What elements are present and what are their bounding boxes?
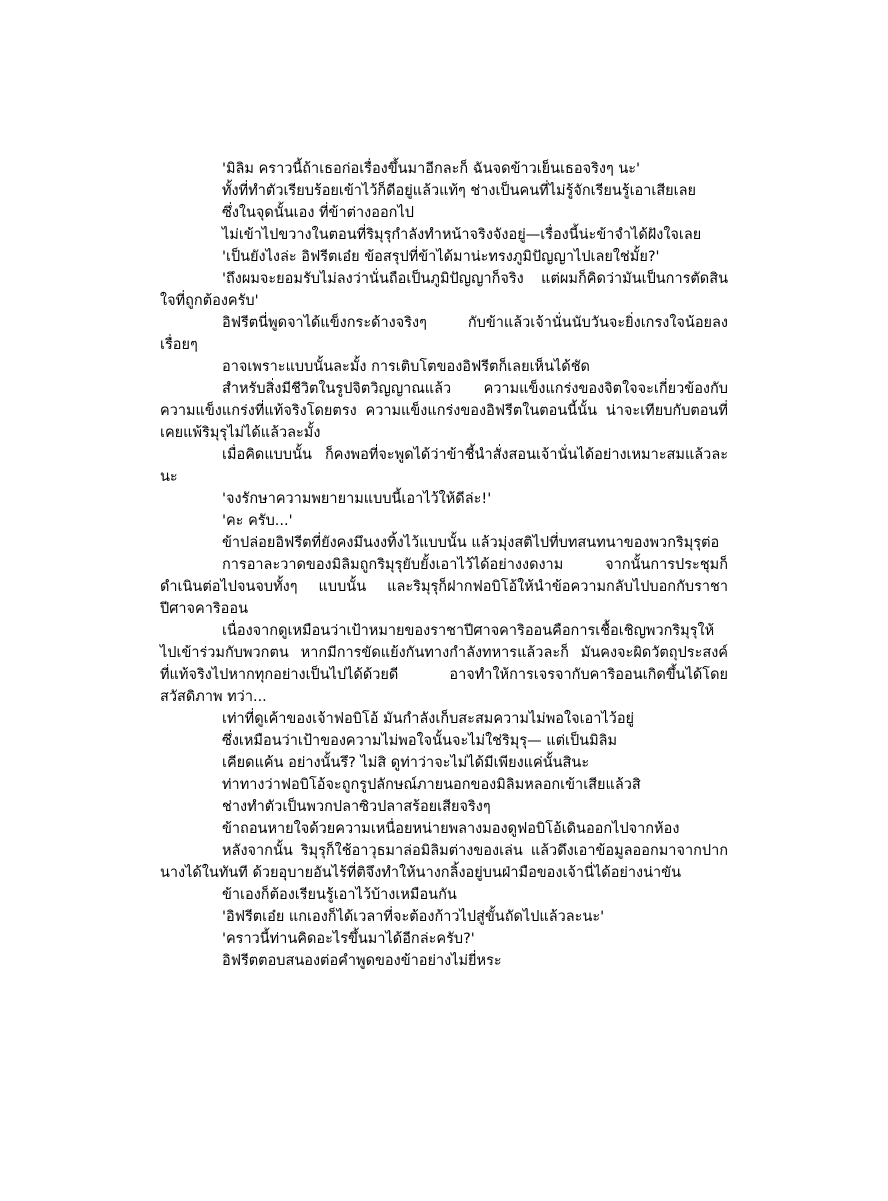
paragraph: อิฟรีตตอบสนองต่อคำพูดของข้าอย่างไม่ยี่หระ bbox=[222, 953, 502, 969]
paragraph: การอาละวาดของมิลิมถูกริมุรุยับยั้งเอาไว้ได้อย่างงดงาม จากนั้นการประชุมก็ดำเนินต่อไปจนจบทั้งๆ แบบนั้น และริมุรุก็ฝากฟอบิโอ้ให้นำข้อความกลับไปบอกกับราชาปีศาจคาริออน bbox=[160, 557, 728, 617]
paragraph: หลังจากนั้น ริมุรุก็ใช้อาวุธมาล่อมิลิมต่างของเล่น แล้วดึงเอาข้อมูลออกมาจากปากนางได้ในทันที ด้วยอุบายอันไร้ที่ติจึงทำให้นางกลิ้งอยู่บนฝ่ามือของเจ้านี่ได้อย่างน่าขัน bbox=[160, 843, 728, 881]
paragraph: 'คะ ครับ...' bbox=[222, 513, 293, 529]
paragraph: ท่าทางว่าฟอบิโอ้จะถูกรูปลักษณ์ภายนอกของมิลิมหลอกเข้าเสียแล้วสิ bbox=[222, 777, 641, 793]
text-body bbox=[160, 158, 728, 972]
paragraph: ข้าเองก็ต้องเรียนรู้เอาไว้บ้างเหมือนกัน bbox=[222, 887, 457, 903]
paragraph: สำหรับสิ่งมีชีวิตในรูปจิตวิญญาณแล้ว ความแข็งแกร่งของจิตใจจะเกี่ยวข้องกับความแข็งแกร่งที่แท้จริงโดยตรง ความแข็งแกร่งของอิฟรีตในตอนนี้นั้น น่าจะเทียบกับตอนที่เคยแพ้ริมุรุไม่ได้แล้วละมั้ง bbox=[160, 381, 728, 441]
paragraph: เคียดแค้น อย่างนั้นรึ? ไม่สิ ดูท่าว่าจะไม่ได้มีเพียงแค่นั้นสินะ bbox=[222, 755, 590, 771]
paragraph: เนื่องจากดูเหมือนว่าเป้าหมายของราชาปีศาจคาริออนคือการเชื้อเชิญพวกริมุรุให้ไปเข้าร่วมกับพวกตน หากมีการขัดแย้งกันทางกำลังทหารแล้วละก็ มันคงจะผิดวัตถุประสงค์ที่แท้จริงไปหากทุกอย่างเป็นไปได้ด้วยดี อาจทำให้การเจรจากับคาริออนเกิดขึ้นได้โดยสวัสดิภาพ ทว่า... bbox=[160, 623, 728, 705]
paragraph: ไม่เข้าไปขวางในตอนที่ริมุรุกำลังทำหน้าจริงจังอยู่—เรื่องนี้น่ะข้าจำได้ฝังใจเลย bbox=[222, 227, 702, 243]
paragraph: ข้าปล่อยอิฟรีตที่ยังคงมึนงงทิ้งไว้แบบนั้น แล้วมุ่งสติไปที่บทสนทนาของพวกริมุรุต่อ bbox=[222, 535, 720, 551]
paragraph: 'ถึงผมจะยอมรับไม่ลงว่านั่นถือเป็นภูมิปัญญาก็จริง แต่ผมก็คิดว่ามันเป็นการตัดสินใจที่ถูกต้องครับ' bbox=[160, 271, 728, 309]
paragraph: ทั้งที่ทำตัวเรียบร้อยเข้าไว้ก็ดีอยู่แล้วแท้ๆ ช่างเป็นคนที่ไม่รู้จักเรียนรู้เอาเสียเลย bbox=[222, 183, 697, 199]
paragraph: 'เป็นยังไงล่ะ อิฟรีตเอ๋ย ข้อสรุปที่ข้าได้มาน่ะทรงภูมิปัญญาไปเลยใช่มั้ย?' bbox=[222, 249, 660, 265]
paragraph: ช่างทำตัวเป็นพวกปลาซิวปลาสร้อยเสียจริงๆ bbox=[222, 799, 491, 815]
paragraph: 'อิฟรีตเอ๋ย แกเองก็ได้เวลาที่จะต้องก้าวไปสู่ขั้นถัดไปแล้วละนะ' bbox=[222, 909, 605, 925]
paragraph: ซึ่งเหมือนว่าเป้าของความไม่พอใจนั้นจะไม่ใช่ริมุรุ— แต่เป็นมิลิม bbox=[222, 733, 618, 749]
paragraph: 'คราวนี้ท่านคิดอะไรขึ้นมาได้อีกล่ะครับ?' bbox=[222, 931, 475, 947]
paragraph: 'มิลิม คราวนี้ถ้าเธอก่อเรื่องขึ้นมาอีกละก็ ฉันจดข้าวเย็นเธอจริงๆ นะ' bbox=[222, 161, 641, 177]
paragraph: เท่าที่ดูเค้าของเจ้าฟอบิโอ้ มันกำลังเก็บสะสมความไม่พอใจเอาไว้อยู่ bbox=[222, 711, 635, 727]
paragraph: ข้าถอนหายใจด้วยความเหนื่อยหน่ายพลางมองดูฟอบิโอ้เดินออกไปจากห้อง bbox=[222, 821, 680, 837]
paragraph: เมื่อคิดแบบนั้น ก็คงพอที่จะพูดได้ว่าข้าชี้นำสั่งสอนเจ้านั่นได้อย่างเหมาะสมแล้วละนะ bbox=[160, 447, 728, 485]
paragraph: อาจเพราะแบบนั้นละมั้ง การเติบโตของอิฟรีตก็เลยเห็นได้ชัด bbox=[222, 359, 590, 375]
paragraph: 'จงรักษาความพยายามแบบนี้เอาไว้ให้ดีล่ะ!' bbox=[222, 491, 492, 507]
paragraph: ซึ่งในจุดนั้นเอง ที่ข้าต่างออกไป bbox=[222, 205, 414, 221]
paragraph: อิฟรีตนี่พูดจาได้แข็งกระด้างจริงๆ กับข้าแล้วเจ้านั่นนับวันจะยิ่งเกรงใจน้อยลงเรื่อยๆ bbox=[160, 315, 728, 353]
